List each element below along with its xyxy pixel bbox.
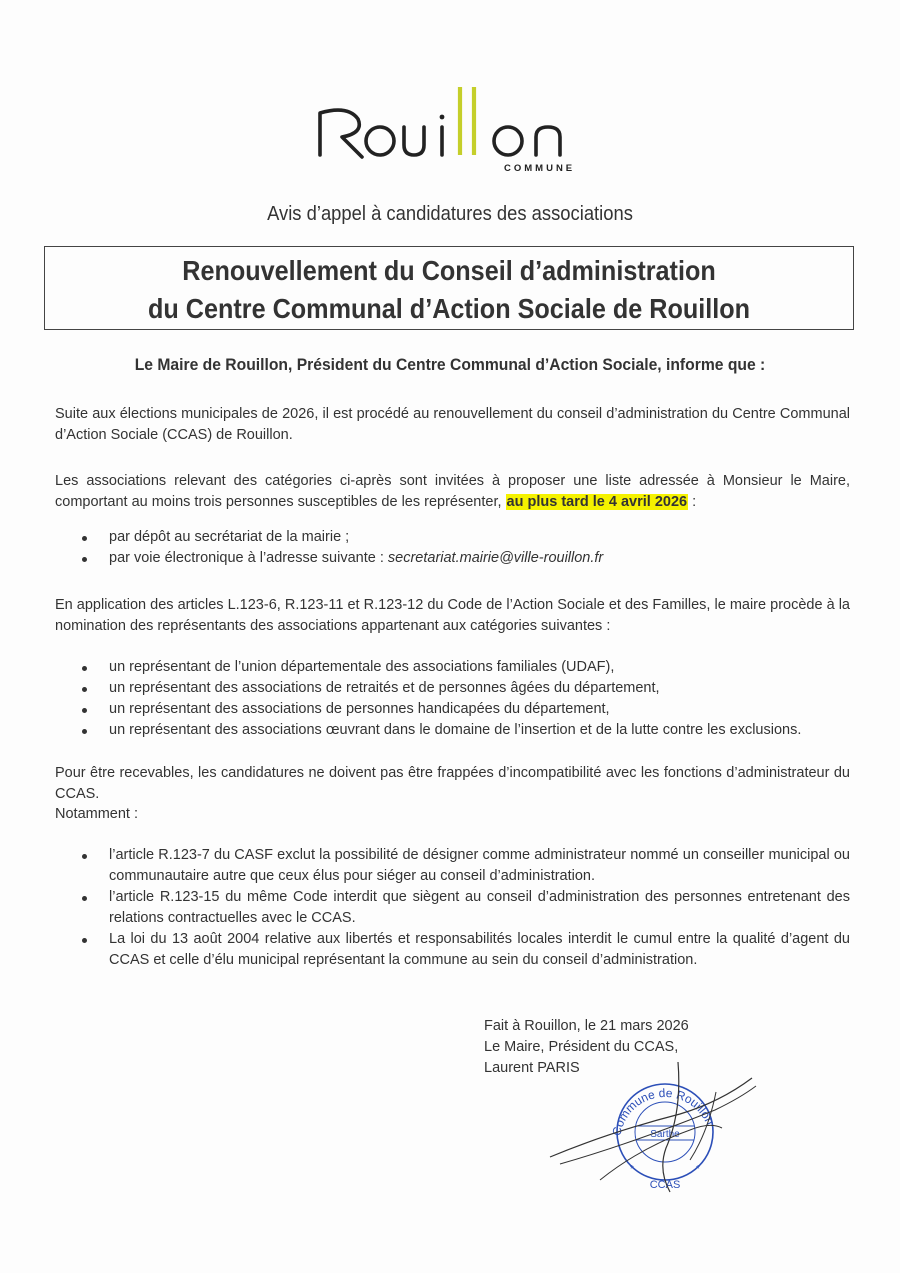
svg-text:CCAS: CCAS xyxy=(649,1179,681,1191)
svg-text:*: * xyxy=(696,1164,700,1175)
title-box xyxy=(44,246,854,330)
email-label: par voie électronique à l’adresse suivante : xyxy=(109,550,388,566)
svg-text:Sarthe: Sarthe xyxy=(650,1129,680,1140)
invitation-text: Les associations relevant des catégories ci-après sont invitées à proposer une liste adressée à Monsieur le Maire, comportant au moins trois personnes susceptibles de les représenter, xyxy=(55,473,850,510)
list-item: La loi du 13 août 2004 relative aux libertés et responsabilités locales interdit le cumul entre la qualité d’agent du CCAS et celle d’élu municipal représentant la commune au sein du conseil d’administration. xyxy=(80,929,850,971)
list-item xyxy=(80,548,850,569)
list-item: un représentant des associations de personnes handicapées du département, xyxy=(80,699,850,720)
signatory-name: Laurent PARIS xyxy=(484,1060,580,1076)
email-link[interactable]: secretariat.mairie@ville-rouillon.fr xyxy=(387,550,604,566)
invitation-colon: : xyxy=(688,494,697,510)
list-item: l’article R.123-7 du CASF exclut la possibilité de désigner comme administrateur nommé un conseiller municipal ou communautaire autre que ceux élus pour siéger au conseil d’administration. xyxy=(80,845,850,887)
intro-paragraph: Suite aux élections municipales de 2026, il est procédé au renouvellement du conseil d’administration du Centre Communal d’Action Sociale (CCAS) de Rouillon. xyxy=(55,406,850,443)
restrictions-list xyxy=(80,845,850,971)
submission-list xyxy=(80,527,850,569)
rouillon-logo xyxy=(300,85,600,185)
logo-tagline: COMMUNE xyxy=(504,163,576,174)
list-item: un représentant des associations œuvrant dans le domaine de l’insertion et de la lutte contre les exclusions. xyxy=(80,720,850,741)
notably-label: Notamment : xyxy=(55,806,138,822)
lead-statement: Le Maire de Rouillon, Président du Centre Communal d’Action Sociale, informe que : xyxy=(134,356,766,374)
signatory-role: Le Maire, Président du CCAS, xyxy=(484,1039,679,1055)
svg-text:*: * xyxy=(630,1164,634,1175)
svg-text:Commune de Rouillon: Commune de Rouillon xyxy=(609,1085,718,1138)
list-item: un représentant des associations de retraités et de personnes âgées du département, xyxy=(80,678,850,699)
notice-subtitle: Avis d’appel à candidatures des associations xyxy=(267,203,633,225)
place-date: Fait à Rouillon, le 21 mars 2026 xyxy=(484,1018,689,1034)
admissibility-paragraph: Pour être recevables, les candidatures ne doivent pas être frappées d’incompatibilité avec les fonctions d’administrateur du CCAS. xyxy=(55,765,850,802)
categories-list xyxy=(80,657,850,741)
deadline-highlight: au plus tard le 4 avril 2026 xyxy=(506,494,688,510)
list-item: l’article R.123-15 du même Code interdit que siègent au conseil d’administration des personnes entretenant des relations contractuelles avec le CCAS. xyxy=(80,887,850,929)
official-stamp xyxy=(540,1052,770,1202)
title-line-2: du Centre Communal d’Action Sociale de Rouillon xyxy=(147,293,751,324)
invitation-paragraph xyxy=(55,471,850,513)
application-paragraph: En application des articles L.123-6, R.123-11 et R.123-12 du Code de l’Action Sociale et des Familles, le maire procède à la nomination des représentants des associations appartenant aux catégories suivantes : xyxy=(55,597,850,634)
list-item: par dépôt au secrétariat de la mairie ; xyxy=(80,527,850,548)
list-item: un représentant de l’union départementale des associations familiales (UDAF), xyxy=(80,657,850,678)
title-line-1: Renouvellement du Conseil d’administration xyxy=(182,255,716,286)
